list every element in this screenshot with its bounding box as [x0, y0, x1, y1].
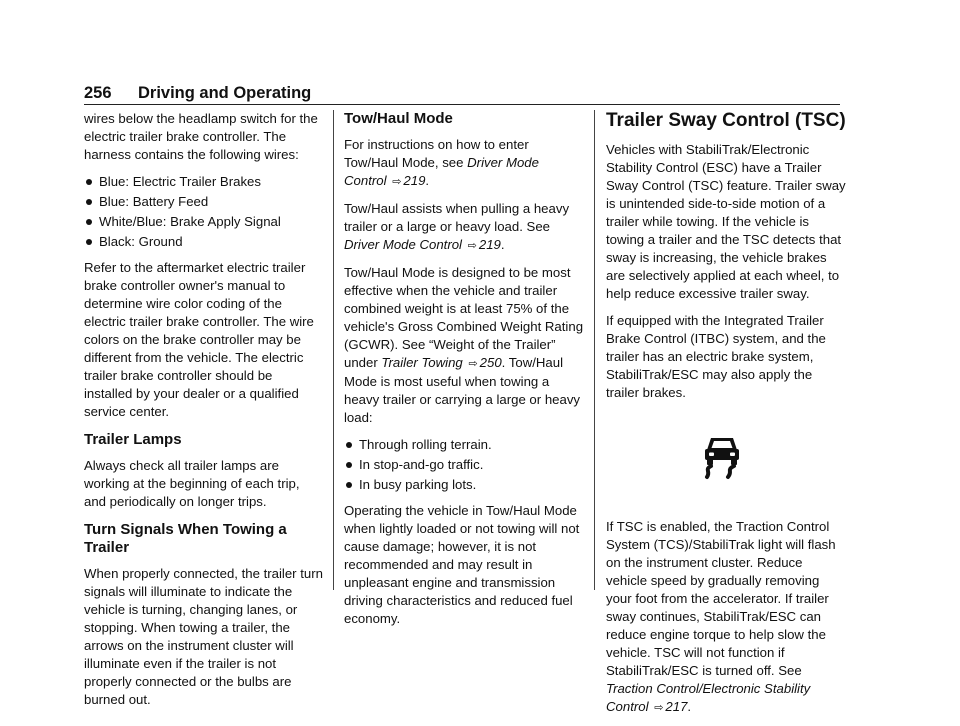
page-arrow-icon: ⇨: [392, 176, 402, 188]
list-item: Blue: Battery Feed: [84, 193, 324, 211]
tow-haul-p1: For instructions on how to enter Tow/Haul Mode, see Driver Mode Control ⇨ 219.: [344, 137, 539, 188]
tow-haul-p2: Tow/Haul assists when pulling a heavy trailer or a large or heavy load. See Driver Mode Control ⇨ 219.: [344, 201, 570, 252]
list-item: Blue: Electric Trailer Brakes: [84, 173, 324, 191]
xref-page[interactable]: 250: [479, 355, 502, 370]
xref-link[interactable]: Driver Mode Control: [344, 155, 539, 188]
paragraph-text: For instructions on how to enter Tow/Haul Mode, see: [344, 137, 529, 170]
trailer-lamps-heading: Trailer Lamps: [84, 431, 182, 448]
xref-link[interactable]: Trailer Towing: [381, 355, 463, 370]
wires-intro: wires below the headlamp switch for the electric trailer brake controller. The harness contains the following wires:: [84, 111, 318, 162]
turn-signals-heading: Turn Signals When Towing a Trailer: [84, 521, 287, 556]
xref-link[interactable]: Driver Mode Control: [344, 237, 462, 252]
xref-page[interactable]: 219: [478, 237, 501, 252]
paragraph-text: Tow/Haul Mode is designed to be most effective when the vehicle and trailer combined weight is at least 75% of the vehicle's Gross Combined Weight Rating (GCWR). See “Weight of the Trailer” under: [344, 265, 584, 370]
conditions-list: [344, 436, 584, 494]
page-number: 256: [84, 84, 112, 102]
page-arrow-icon: ⇨: [654, 702, 664, 714]
list-item: Black: Ground: [84, 233, 324, 251]
list-item: In stop-and-go traffic.: [344, 456, 584, 474]
paragraph-text: Tow/Haul assists when pulling a heavy trailer or a large or heavy load. See: [344, 201, 570, 234]
column-3: [606, 110, 846, 726]
paragraph-text: . Tow/Haul Mode is most useful when towing a heavy trailer or carrying a large or heavy load:: [344, 355, 581, 425]
tow-haul-p4: Operating the vehicle in Tow/Haul Mode when lightly loaded or not towing will not cause damage; however, it is not recommended and may result in unpleasant engine and transmission driving characteristics and reduced fuel economy.: [344, 503, 580, 626]
tow-haul-heading: Tow/Haul Mode: [344, 110, 453, 127]
list-item: Through rolling terrain.: [344, 436, 584, 454]
turn-signals-text: When properly connected, the trailer turn signals will illuminate to indicate the vehicle is turning, changing lanes, or stopping. When towing a trailer, the arrows on the instrument cluster will illuminate even if the trailer is not properly connected or the bulbs are burned out.: [84, 566, 323, 707]
page-arrow-icon: ⇨: [468, 358, 478, 370]
wire-list: [84, 173, 324, 251]
trailer-lamps-text: Always check all trailer lamps are working at the beginning of each trip, and periodically on longer trips.: [84, 458, 300, 509]
column-2: [344, 110, 584, 637]
tsc-heading: Trailer Sway Control (TSC): [606, 110, 846, 131]
page-arrow-icon: ⇨: [467, 240, 477, 252]
list-item: White/Blue: Brake Apply Signal: [84, 213, 324, 231]
column-1: [84, 110, 324, 718]
paragraph-text: If TSC is enabled, the Traction Control System (TCS)/StabiliTrak light will flash on the instrument cluster. Reduce vehicle speed by gradually removing your foot from the accelerator. If trailer sway continues, StabiliTrak/ESC can reduce engine torque to help slow the vehicle. TSC will not function if StabiliTrak/ESC is turned off. See: [606, 519, 836, 678]
tsc-p1: Vehicles with StabiliTrak/Electronic Stability Control (ESC) have a Trailer Sway Control (TSC) feature. Trailer sway is unintended side-to-side motion of a trailer while towing. If the vehicle is towing a trailer and the TSC detects that sway is increasing, the vehicle brakes are selectively applied at each wheel, to help reduce excessive trailer sway.: [606, 142, 846, 301]
traction-control-icon: [702, 434, 742, 480]
list-item: In busy parking lots.: [344, 476, 584, 494]
refer-paragraph: Refer to the aftermarket electric trailer brake controller owner's manual to determine wire color coding of the electric trailer brake controller. The wire colors on the brake controller may be different from the vehicle. The electric trailer brake controller should be installed by your dealer or a qualified service center.: [84, 260, 314, 419]
page-header: [84, 82, 840, 105]
tow-haul-p3: [344, 264, 584, 427]
tsc-p2: If equipped with the Integrated Trailer Brake Control (ITBC) system, and the trailer has an electric brake system, StabiliTrak/ESC may also apply the trailer brakes.: [606, 313, 826, 400]
column-divider: [594, 110, 595, 590]
xref-page[interactable]: 219: [403, 173, 426, 188]
tsc-p3: If TSC is enabled, the Traction Control System (TCS)/StabiliTrak light will flash on the instrument cluster. Reduce vehicle speed by gradually removing your foot from the accelerator. If trailer sway continues, StabiliTrak/ESC can reduce engine torque to help slow the vehicle. TSC will not function if StabiliTrak/ESC is turned off. See Traction Control/Electronic Stability Control ⇨ 217.: [606, 519, 836, 714]
section-title: Driving and Operating: [138, 84, 312, 102]
xref-link[interactable]: Traction Control/Electronic Stability Control: [606, 681, 811, 714]
xref-page[interactable]: 217: [665, 699, 688, 714]
column-divider: [333, 110, 334, 590]
